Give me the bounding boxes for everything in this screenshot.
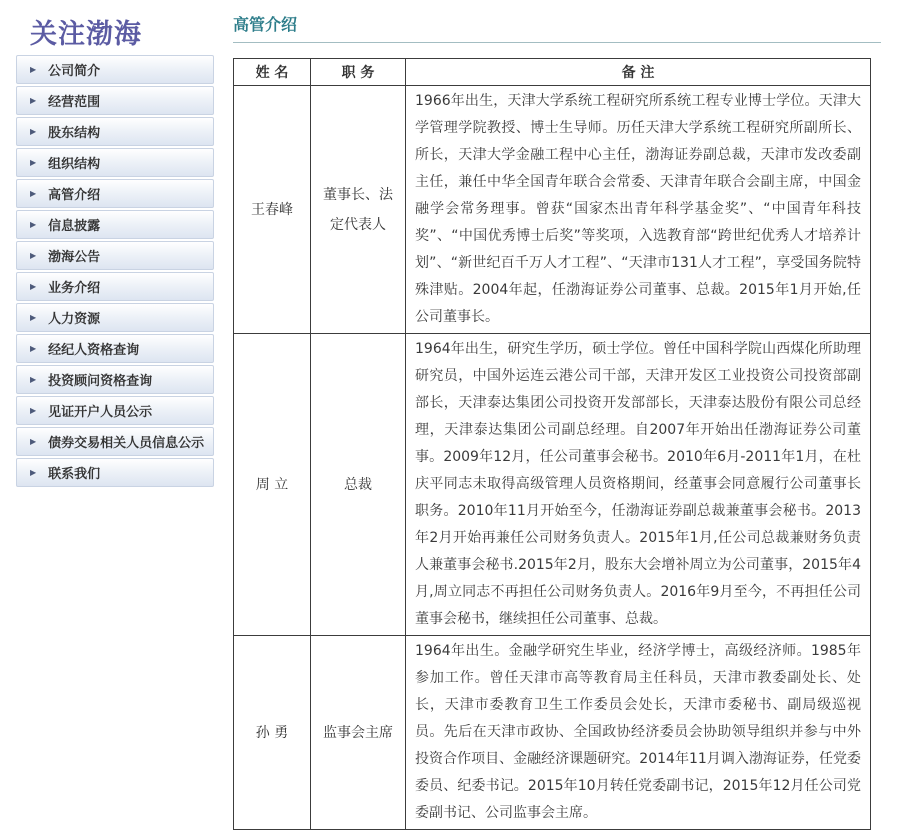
arrow-right-icon: ▶: [30, 374, 37, 384]
arrow-right-icon: ▶: [30, 95, 37, 105]
site-logo: 关注渤海: [30, 19, 142, 50]
sidebar-item-label: 组织结构: [48, 157, 101, 172]
table-row: [234, 86, 871, 334]
table-row: [234, 334, 871, 636]
executive-name: 孙 勇: [234, 636, 311, 830]
table-row: [234, 636, 871, 830]
arrow-right-icon: ▶: [30, 126, 37, 136]
sidebar-item-witness-account-publicity[interactable]: [16, 396, 214, 425]
executive-position: 监事会主席: [311, 636, 406, 830]
executive-name: 周 立: [234, 334, 311, 636]
sidebar-item-company-profile[interactable]: [16, 55, 214, 84]
arrow-right-icon: ▶: [30, 188, 37, 198]
sidebar-item-executives[interactable]: [16, 179, 214, 208]
sidebar-item-label: 公司简介: [48, 64, 101, 79]
sidebar-item-broker-qualification-query[interactable]: [16, 334, 214, 363]
arrow-right-icon: ▶: [30, 312, 37, 322]
col-header-position: 职 务: [311, 59, 406, 86]
sidebar-item-human-resources[interactable]: [16, 303, 214, 332]
sidebar-item-label: 见证开户人员公示: [48, 405, 153, 420]
executive-position: 董事长、法定代表人: [311, 86, 406, 334]
arrow-right-icon: ▶: [30, 343, 37, 353]
sidebar-item-business-scope[interactable]: [16, 86, 214, 115]
sidebar-item-contact-us[interactable]: [16, 458, 214, 487]
sidebar-item-information-disclosure[interactable]: [16, 210, 214, 239]
sidebar-item-label: 渤海公告: [48, 250, 101, 265]
sidebar-item-label: 人力资源: [48, 312, 101, 327]
sidebar-item-label: 股东结构: [48, 126, 101, 141]
arrow-right-icon: ▶: [30, 64, 37, 74]
arrow-right-icon: ▶: [30, 219, 37, 229]
executive-name: 王春峰: [234, 86, 311, 334]
sidebar-item-label: 经纪人资格查询: [48, 343, 140, 358]
table-header-row: [234, 59, 871, 86]
col-header-remark: 备 注: [406, 59, 871, 86]
arrow-right-icon: ▶: [30, 281, 37, 291]
arrow-right-icon: ▶: [30, 467, 37, 477]
executive-remark: 1966年出生，天津大学系统工程研究所系统工程专业博士学位。天津大学管理学院教授、博士生导师。历任天津大学系统工程研究所副所长、所长，天津大学金融工程中心主任，渤海证券副总裁，天津市发改委副主任，兼任中华全国青年联合会常委、天津青年联合会副主席，中国金融学会常务理事。曾获“国家杰出青年科学基金奖”、“中国青年科技奖”、“中国优秀博士后奖”等奖项，入选教育部“跨世纪优秀人才培养计划”、“新世纪百千万人才工程”、“天津市131人才工程”，享受国务院特殊津贴。2004年起，任渤海证券公司董事、总裁。2015年1月开始,任公司董事长。: [406, 86, 871, 334]
arrow-right-icon: ▶: [30, 436, 37, 446]
executive-position: 总裁: [311, 334, 406, 636]
sidebar-item-business-intro[interactable]: [16, 272, 214, 301]
arrow-right-icon: ▶: [30, 157, 37, 167]
sidebar-item-label: 联系我们: [48, 467, 101, 482]
arrow-right-icon: ▶: [30, 250, 37, 260]
sidebar-item-label: 信息披露: [48, 219, 101, 234]
main-content: [233, 12, 881, 830]
sidebar-item-advisor-qualification-query[interactable]: [16, 365, 214, 394]
sidebar-item-label: 高管介绍: [48, 188, 101, 203]
sidebar-item-shareholder-structure[interactable]: [16, 117, 214, 146]
sidebar-item-organization-structure[interactable]: [16, 148, 214, 177]
sidebar-item-bond-personnel-publicity[interactable]: [16, 427, 214, 456]
executive-remark: 1964年出生，研究生学历，硕士学位。曾任中国科学院山西煤化所助理研究员，中国外运连云港公司干部，天津开发区工业投资公司投资部副部长，天津泰达集团公司投资开发部部长，天津泰达股份有限公司总经理，天津泰达集团公司副总经理。自2007年开始出任渤海证券公司董事。2009年12月，任公司董事会秘书。2010年6月-2011年1月，在杜庆平同志未取得高级管理人员资格期间，经董事会同意履行公司董事长职务。2010年11月开始至今，任渤海证券副总裁兼董事会秘书。2013年2月开始再兼任公司财务负责人。2015年1月,任公司总裁兼财务负责人兼董事会秘书.2015年2月，股东大会增补周立为公司董事，2015年4月,周立同志不再担任公司财务负责人。2016年9月至今，不再担任公司董事会秘书，继续担任公司董事、总裁。: [406, 334, 871, 636]
sidebar-item-announcements[interactable]: [16, 241, 214, 270]
executives-table: [233, 58, 871, 830]
sidebar-item-label: 投资顾问资格查询: [48, 374, 153, 389]
executive-remark: 1964年出生。金融学研究生毕业，经济学博士，高级经济师。1985年参加工作。曾任天津市高等教育局主任科员，天津市教委副处长、处长，天津市委教育卫生工作委员会处长，天津市委秘书、副局级巡视员。先后在天津市政协、全国政协经济委员会协助领导组织并参与中外投资合作项目、金融经济课题研究。2014年11月调入渤海证券，任党委委员、纪委书记。2015年10月转任党委副书记，2015年12月任公司党委副书记、公司监事会主席。: [406, 636, 871, 830]
sidebar-nav: [16, 55, 214, 489]
sidebar-item-label: 经营范围: [48, 95, 101, 110]
arrow-right-icon: ▶: [30, 405, 37, 415]
sidebar-item-label: 业务介绍: [48, 281, 101, 296]
col-header-name: 姓 名: [234, 59, 311, 86]
sidebar-item-label: 债券交易相关人员信息公示: [48, 436, 205, 451]
page-title: 高管介绍: [233, 12, 881, 43]
